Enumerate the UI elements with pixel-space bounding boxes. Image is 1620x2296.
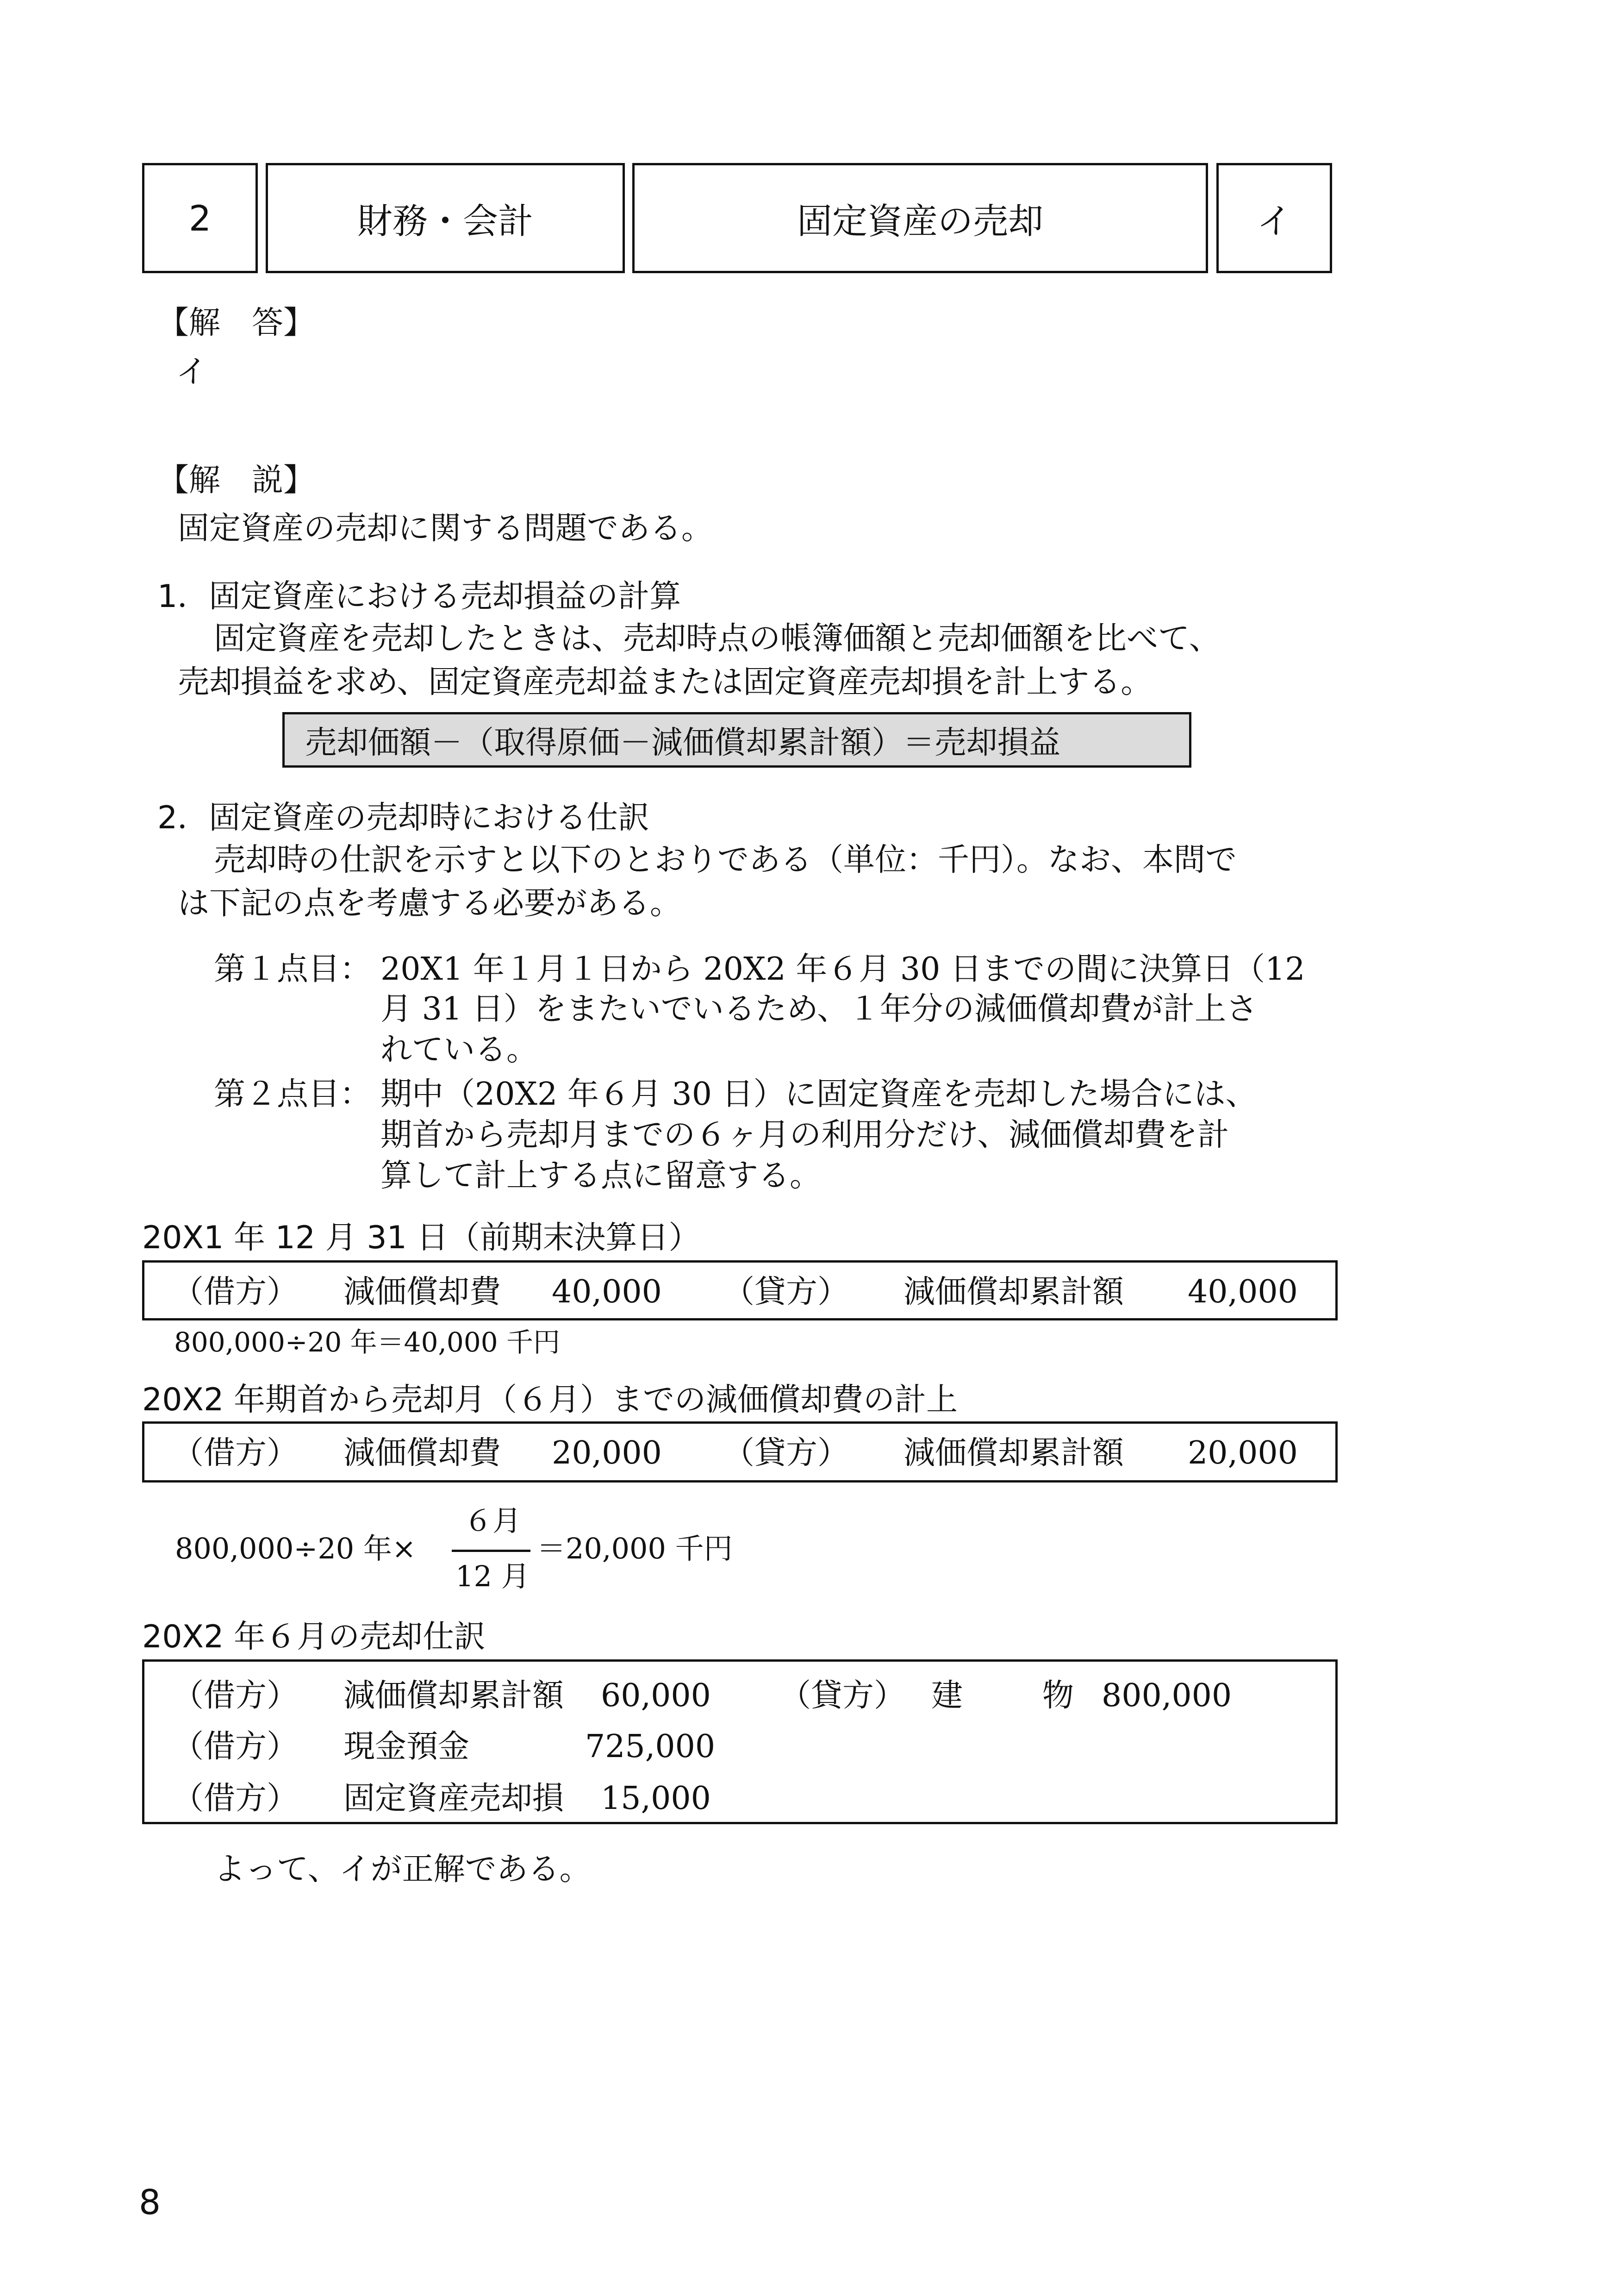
point1-line1: 20X1 年１月１日から 20X2 年６月 30 日までの間に決算日（12 bbox=[380, 951, 1305, 988]
header-answer: イ bbox=[1257, 200, 1292, 242]
header-number-box bbox=[142, 163, 258, 273]
section2-heading: 2．固定資産の売却時における仕訳 bbox=[157, 800, 650, 836]
page-number: 8 bbox=[139, 2183, 161, 2222]
journal3-row1-label: （借方） bbox=[172, 1677, 299, 1714]
journal3-credit-label: （貸方） bbox=[779, 1677, 906, 1714]
journal3-credit-account-1: 建 bbox=[931, 1677, 963, 1714]
header-subject: 財務・会計 bbox=[357, 200, 533, 242]
journal2-credit-amount: 20,000 bbox=[1188, 1435, 1298, 1471]
journal2-calc-denominator: 12 月 bbox=[455, 1559, 530, 1593]
formula-text: 売却価額－（取得原価－減価償却累計額）＝売却損益 bbox=[305, 724, 1061, 761]
journal2-heading: 20X2 年期首から売却月（６月）までの減価償却費の計上 bbox=[142, 1382, 958, 1418]
journal2-calc-numerator: ６月 bbox=[464, 1504, 522, 1538]
section1-line2: 売却損益を求め、固定資産売却益または固定資産売却損を計上する。 bbox=[178, 664, 1153, 701]
journal1-credit-label: （貸方） bbox=[723, 1274, 849, 1310]
journal3-row3-amount: 15,000 bbox=[601, 1780, 711, 1817]
journal2-debit-label: （借方） bbox=[172, 1435, 299, 1471]
journal1-credit-account: 減価償却累計額 bbox=[903, 1274, 1124, 1310]
formula-box bbox=[282, 712, 1191, 768]
section2-line1: 売却時の仕訳を示すと以下のとおりである（単位：千円）。なお、本問で bbox=[214, 842, 1237, 878]
journal1-credit-amount: 40,000 bbox=[1188, 1274, 1298, 1310]
journal2-box bbox=[142, 1421, 1338, 1483]
point2-label: 第２点目： bbox=[214, 1076, 372, 1113]
journal2-credit-label: （貸方） bbox=[723, 1435, 849, 1471]
header-subject-box bbox=[266, 163, 625, 273]
journal3-row3-label: （借方） bbox=[172, 1780, 299, 1817]
journal3-box bbox=[142, 1659, 1338, 1824]
journal3-credit-account-2: 物 bbox=[1042, 1677, 1074, 1714]
point1-label: 第１点目： bbox=[214, 951, 372, 988]
explanation-title: 【解 説】 bbox=[157, 462, 315, 499]
journal2-calc-right: ＝20,000 千円 bbox=[537, 1532, 733, 1565]
point1-line2: 月 31 日）をまたいでいるため、１年分の減価償却費が計上さ bbox=[380, 991, 1258, 1027]
header-answer-box bbox=[1216, 163, 1332, 273]
journal1-debit-amount: 40,000 bbox=[552, 1274, 662, 1310]
journal2-calc-left: 800,000÷20 年× bbox=[175, 1532, 416, 1565]
header-topic: 固定資産の売却 bbox=[797, 200, 1043, 242]
section2-line2: は下記の点を考慮する必要がある。 bbox=[178, 885, 682, 922]
journal3-row2-label: （借方） bbox=[172, 1728, 299, 1765]
answer-title: 【解 答】 bbox=[157, 305, 315, 341]
point2-line1: 期中（20X2 年６月 30 日）に固定資産を売却した場合には、 bbox=[380, 1076, 1257, 1113]
conclusion: よって、イが正解である。 bbox=[214, 1851, 591, 1888]
journal3-heading: 20X2 年６月の売却仕訳 bbox=[142, 1619, 486, 1655]
journal3-row2-amount: 725,000 bbox=[585, 1728, 716, 1765]
journal2-debit-account: 減価償却費 bbox=[343, 1435, 501, 1471]
section1-line1: 固定資産を売却したときは、売却時点の帳簿価額と売却価額を比べて、 bbox=[214, 620, 1221, 657]
journal3-row3-account: 固定資産売却損 bbox=[343, 1780, 564, 1817]
fraction-bar bbox=[452, 1550, 530, 1552]
section1-heading: 1．固定資産における売却損益の計算 bbox=[157, 578, 681, 615]
journal3-row1-account: 減価償却累計額 bbox=[343, 1677, 564, 1714]
header-number: 2 bbox=[188, 197, 212, 239]
journal1-heading: 20X1 年 12 月 31 日（前期末決算日） bbox=[142, 1220, 700, 1256]
journal2-credit-account: 減価償却累計額 bbox=[903, 1435, 1124, 1471]
journal3-row1-amount: 60,000 bbox=[601, 1677, 711, 1714]
journal1-debit-label: （借方） bbox=[172, 1274, 299, 1310]
journal1-debit-account: 減価償却費 bbox=[343, 1274, 501, 1310]
point2-line3: 算して計上する点に留意する。 bbox=[380, 1157, 822, 1194]
journal1-box bbox=[142, 1260, 1338, 1320]
journal1-calc: 800,000÷20 年＝40,000 千円 bbox=[174, 1326, 561, 1358]
header-topic-box bbox=[632, 163, 1208, 273]
journal3-credit-amount: 800,000 bbox=[1102, 1677, 1232, 1714]
journal2-debit-amount: 20,000 bbox=[552, 1435, 662, 1471]
point1-line3: れている。 bbox=[380, 1032, 538, 1068]
answer-value: イ bbox=[176, 354, 208, 390]
point2-line2: 期首から売却月までの６ヶ月の利用分だけ、減価償却費を計 bbox=[380, 1117, 1229, 1153]
journal3-row2-account: 現金預金 bbox=[343, 1728, 470, 1765]
explanation-intro: 固定資産の売却に関する問題である。 bbox=[178, 510, 713, 547]
